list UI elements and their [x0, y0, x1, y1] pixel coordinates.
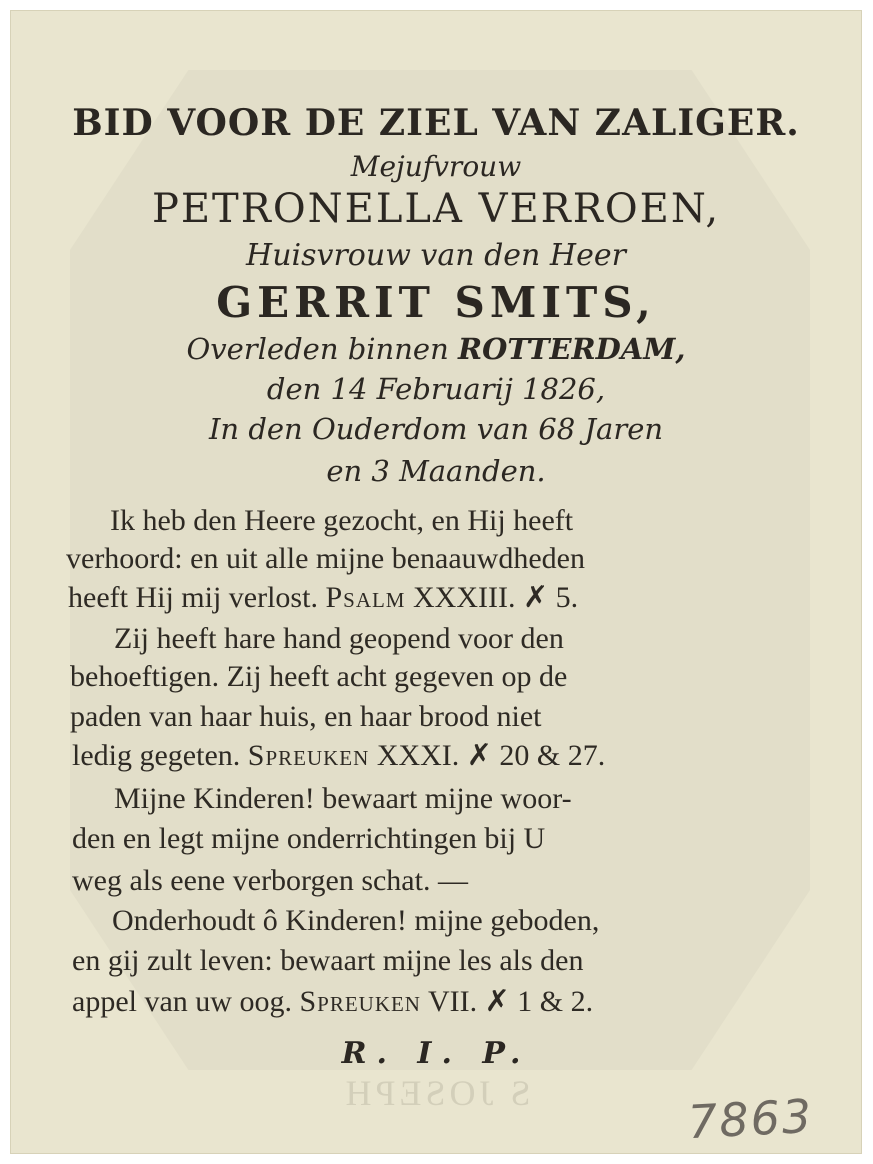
age-line-2: en 3 Maanden.: [326, 454, 546, 488]
body-line-3: [68, 580, 578, 615]
prayer-title: BID VOOR DE ZIEL VAN ZALIGER.: [72, 102, 800, 144]
body-line-11: Onderhoudt ô Kinderen! mijne geboden,: [112, 904, 600, 937]
death-place-line: [10, 332, 862, 366]
death-place-prefix: Overleden binnen: [186, 332, 449, 366]
pencil-inventory-number: 7863: [686, 1088, 815, 1150]
body-line-1: Ik heb den Heere gezocht, en Hij heeft: [110, 504, 574, 537]
body-line-5: behoeftigen. Zij heeft acht gegeven op de: [70, 660, 568, 693]
proverbs-reference-2-number: VII. ✗ 1 & 2.: [427, 985, 594, 1018]
rip-closing: R. I. P.: [341, 1036, 531, 1071]
body-line-9: den en legt mijne onderrichtingen bij U: [72, 822, 546, 855]
psalm-reference-number: XXXIII. ✗ 5.: [412, 581, 579, 614]
body-line-13-text: appel van uw oog.: [72, 985, 292, 1018]
death-date: den 14 Februarij 1826,: [266, 372, 606, 406]
show-through-text: S JOSEPH: [341, 1073, 531, 1113]
proverbs-reference-2: Spreuken: [299, 985, 421, 1018]
honorific: Mejufvrouw: [350, 150, 522, 183]
proverbs-reference-1-number: XXXI. ✗ 20 & 27.: [376, 739, 606, 772]
deceased-name: PETRONELLA VERROEN,: [151, 186, 721, 232]
body-line-12: en gij zult leven: bewaart mijne les als den: [72, 944, 584, 977]
body-line-4: Zij heeft hare hand geopend voor den: [114, 622, 564, 655]
body-line-7-text: ledig gegeten.: [72, 739, 241, 772]
psalm-reference: Psalm: [325, 581, 406, 614]
relation-line: Huisvrouw van den Heer: [246, 238, 626, 273]
memorial-card: [10, 10, 862, 1154]
body-line-3-text: heeft Hij mij verlost.: [68, 581, 318, 614]
body-line-13: [72, 984, 593, 1019]
death-place: ROTTERDAM,: [457, 332, 686, 366]
body-line-6: paden van haar huis, en haar brood niet: [70, 700, 542, 733]
body-line-2: verhoord: en uit alle mijne benaauwdheden: [66, 542, 585, 575]
age-line-1: In den Ouderdom van 68 Jaren: [208, 412, 664, 446]
body-line-7: [72, 738, 605, 773]
body-line-10: weg als eene verborgen schat. —: [72, 864, 468, 897]
proverbs-reference-1: Spreuken: [247, 739, 370, 772]
spouse-name: GERRIT SMITS,: [216, 278, 656, 327]
body-line-8: Mijne Kinderen! bewaart mijne woor-: [114, 782, 572, 815]
